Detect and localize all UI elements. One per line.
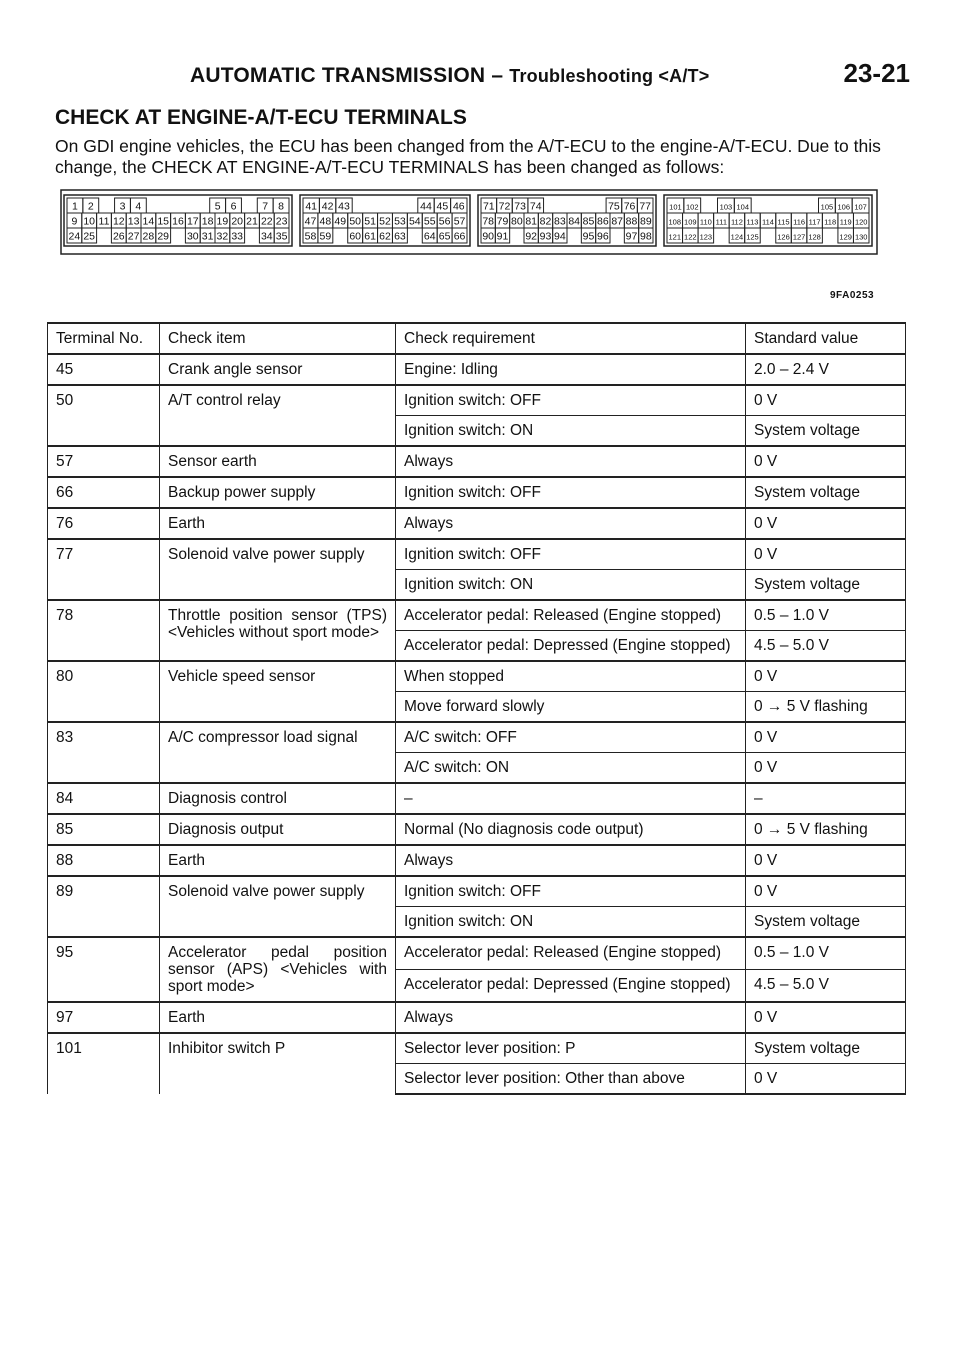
check-item: A/T control relay — [160, 385, 396, 446]
terminal-number: 95 — [48, 937, 160, 1002]
terminal-number: 97 — [48, 1002, 160, 1033]
check-requirement: Engine: Idling — [396, 354, 746, 385]
connector-svg — [60, 188, 878, 276]
connector-pin-number: 29 — [157, 230, 170, 243]
connector-pin-number: 19 — [216, 215, 229, 228]
connector-pin-number: 12 — [112, 215, 125, 228]
connector-pin-number: 126 — [777, 232, 790, 242]
table-row — [48, 783, 906, 814]
connector-pin-number: 10 — [83, 215, 96, 228]
standard-value: 0 → 5 V flashing — [746, 814, 906, 845]
check-item: Accelerator pedal position sensor (APS) <Vehicles with sport mode> — [160, 937, 396, 1002]
connector-pin-number: 105 — [820, 202, 834, 212]
connector-pin-number: 21 — [246, 215, 258, 228]
check-item: Solenoid valve power supply — [160, 539, 396, 600]
connector-pin-number: 53 — [394, 215, 406, 228]
standard-value: 0 V — [746, 661, 906, 692]
connector-pin-number: 18 — [201, 215, 214, 228]
check-item: Sensor earth — [160, 446, 396, 477]
connector-pin-number: 109 — [684, 217, 697, 227]
standard-value: 0.5 – 1.0 V — [746, 600, 906, 631]
standard-value: – — [746, 783, 906, 814]
connector-pin-number: 66 — [453, 230, 466, 243]
header-check-requirement: Check requirement — [396, 323, 746, 354]
header-subtitle: Troubleshooting <A/T> — [509, 66, 710, 86]
connector-pin-number: 4 — [135, 200, 142, 213]
standard-value: 0 V — [746, 539, 906, 570]
connector-pin-number: 119 — [839, 217, 852, 227]
connector-pin-number: 28 — [142, 230, 155, 243]
terminal-number: 78 — [48, 600, 160, 661]
connector-pin-number: 31 — [201, 230, 214, 243]
connector-pin-number: 20 — [231, 215, 244, 228]
connector-pin-number: 41 — [305, 200, 318, 213]
check-requirement: Always — [396, 1002, 746, 1033]
header-check-item: Check item — [160, 323, 396, 354]
connector-pin-number: 22 — [260, 215, 273, 228]
connector-pin-number: 52 — [379, 215, 391, 228]
connector-pin-number: 112 — [730, 217, 743, 227]
connector-pin-number: 78 — [482, 215, 495, 228]
table-row — [48, 446, 906, 477]
standard-value: System voltage — [746, 570, 906, 601]
terminal-number: 85 — [48, 814, 160, 845]
connector-pin-number: 42 — [321, 200, 334, 213]
connector-pin-number: 50 — [349, 215, 362, 228]
check-item: Diagnosis output — [160, 814, 396, 845]
page-header — [190, 58, 910, 89]
standard-value: 0 V — [746, 845, 906, 876]
connector-pin-number: 96 — [596, 230, 609, 243]
connector-pin-number: 16 — [172, 215, 184, 228]
connector-pin-number: 13 — [127, 215, 140, 228]
standard-value: 0 → 5 V flashing — [746, 692, 906, 723]
standard-value: 0.5 – 1.0 V — [746, 937, 906, 970]
connector-pin-number: 87 — [611, 215, 624, 228]
check-requirement: A/C switch: OFF — [396, 722, 746, 753]
check-requirement: Ignition switch: ON — [396, 907, 746, 938]
standard-value: 0 V — [746, 446, 906, 477]
connector-pin-number: 73 — [514, 200, 526, 213]
connector-pin-number: 125 — [746, 232, 759, 242]
table-row — [48, 876, 906, 907]
table-row — [48, 600, 906, 631]
table-row — [48, 661, 906, 692]
connector-pin-number: 120 — [854, 217, 868, 227]
check-item: Vehicle speed sensor — [160, 661, 396, 722]
connector-pin-number: 103 — [719, 202, 733, 212]
standard-value: 4.5 – 5.0 V — [746, 970, 906, 1003]
connector-pin-number: 122 — [684, 232, 697, 242]
check-requirement: Accelerator pedal: Released (Engine stopped) — [396, 937, 746, 970]
table-header-row — [48, 323, 906, 354]
connector-pin-number: 118 — [824, 217, 837, 227]
terminal-number: 88 — [48, 845, 160, 876]
connector-pin-number: 33 — [231, 230, 244, 243]
connector-pin-number: 114 — [762, 217, 774, 227]
connector-pin-number: 94 — [553, 230, 566, 243]
connector-pin-number: 25 — [83, 230, 96, 243]
connector-pin-number: 111 — [715, 217, 728, 227]
connector-pin-number: 128 — [808, 232, 821, 242]
standard-value: 4.5 – 5.0 V — [746, 631, 906, 662]
terminal-number: 101 — [48, 1033, 160, 1094]
check-requirement: Always — [396, 845, 746, 876]
connector-pin-number: 110 — [699, 217, 712, 227]
connector-pin-number: 27 — [127, 230, 140, 243]
page-number: 23-21 — [843, 58, 910, 88]
connector-pin-number: 17 — [186, 215, 199, 228]
standard-value: 0 V — [746, 753, 906, 784]
connector-pin-number: 115 — [777, 217, 790, 227]
standard-value: System voltage — [746, 477, 906, 508]
connector-pin-number: 32 — [216, 230, 229, 243]
standard-value: System voltage — [746, 416, 906, 447]
table-row — [48, 722, 906, 753]
table-row — [48, 1002, 906, 1033]
terminal-number: 57 — [48, 446, 160, 477]
check-item: Inhibitor switch P — [160, 1033, 396, 1094]
standard-value: System voltage — [746, 1033, 906, 1064]
connector-pin-number: 60 — [349, 230, 362, 243]
check-requirement: Ignition switch: ON — [396, 416, 746, 447]
check-requirement: Ignition switch: OFF — [396, 477, 746, 508]
connector-pin-number: 62 — [379, 230, 391, 243]
table-row — [48, 539, 906, 570]
check-requirement: Ignition switch: OFF — [396, 539, 746, 570]
connector-pin-number: 3 — [119, 200, 126, 213]
table-row — [48, 937, 906, 970]
connector-pin-number: 117 — [808, 217, 821, 227]
table-body — [48, 323, 906, 1094]
check-item: Throttle position sensor (TPS) <Vehicles without sport mode> — [160, 600, 396, 661]
connector-pin-number: 11 — [98, 215, 110, 228]
header-standard-value: Standard value — [746, 323, 906, 354]
connector-pin-number: 107 — [854, 202, 867, 212]
connector-pin-number: 24 — [68, 230, 81, 243]
connector-pin-number: 84 — [568, 215, 581, 228]
connector-pin-number: 64 — [423, 230, 436, 243]
check-requirement: Accelerator pedal: Released (Engine stopped) — [396, 600, 746, 631]
connector-pin-number: 55 — [423, 215, 436, 228]
connector-pin-number: 45 — [436, 200, 449, 213]
check-requirement: Ignition switch: OFF — [396, 385, 746, 416]
connector-pin-number: 85 — [582, 215, 595, 228]
connector-pin-number: 108 — [668, 217, 682, 227]
connector-pin-number: 30 — [186, 230, 199, 243]
connector-pin-number: 61 — [364, 230, 376, 243]
connector-pin-number: 1 — [72, 200, 78, 213]
standard-value: 0 V — [746, 1064, 906, 1095]
header-title — [190, 64, 709, 88]
connector-pin-number: 6 — [230, 200, 237, 213]
connector-pin-number: 129 — [839, 232, 852, 242]
connector-pin-number: 2 — [87, 200, 94, 213]
connector-pin-number: 130 — [854, 232, 868, 242]
connector-pin-number: 127 — [792, 232, 806, 242]
table-row — [48, 354, 906, 385]
connector-pin-number: 49 — [334, 215, 347, 228]
check-requirement: Normal (No diagnosis code output) — [396, 814, 746, 845]
connector-pin-number: 54 — [408, 215, 421, 228]
check-item: Earth — [160, 508, 396, 539]
terminal-number: 84 — [48, 783, 160, 814]
terminal-number: 50 — [48, 385, 160, 446]
connector-pin-number: 15 — [157, 215, 170, 228]
table-row — [48, 385, 906, 416]
connector-pin-number: 92 — [525, 230, 538, 243]
check-requirement: Always — [396, 508, 746, 539]
check-requirement: A/C switch: ON — [396, 753, 746, 784]
connector-pin-number: 104 — [736, 202, 750, 212]
terminal-number: 80 — [48, 661, 160, 722]
check-requirement: Accelerator pedal: Depressed (Engine stopped) — [396, 631, 746, 662]
terminal-check-table — [47, 322, 906, 1095]
header-dash: – — [485, 64, 510, 87]
connector-pin-number: 59 — [319, 230, 332, 243]
connector-pin-number: 123 — [699, 232, 713, 242]
terminal-number: 83 — [48, 722, 160, 783]
table-row — [48, 845, 906, 876]
check-item: Earth — [160, 845, 396, 876]
connector-pin-number: 90 — [482, 230, 495, 243]
check-requirement: When stopped — [396, 661, 746, 692]
connector-pin-number: 14 — [142, 215, 155, 228]
connector-pin-number: 74 — [529, 200, 542, 213]
table-row — [48, 508, 906, 539]
connector-pin-number: 75 — [608, 200, 620, 213]
connector-pin-number: 63 — [394, 230, 406, 243]
header-main-title: AUTOMATIC TRANSMISSION — [190, 64, 486, 87]
connector-pin-number: 88 — [625, 215, 638, 228]
connector-pin-number: 113 — [746, 217, 759, 227]
table-row — [48, 1033, 906, 1064]
check-requirement: – — [396, 783, 746, 814]
connector-pin-number: 83 — [553, 215, 566, 228]
connector-pin-number: 71 — [482, 200, 495, 213]
check-item: A/C compressor load signal — [160, 722, 396, 783]
terminal-number: 66 — [48, 477, 160, 508]
connector-pin-number: 116 — [793, 217, 806, 227]
connector-pin-number: 46 — [452, 200, 465, 213]
standard-value: 0 V — [746, 722, 906, 753]
terminal-number: 76 — [48, 508, 160, 539]
connector-pin-number: 101 — [669, 202, 682, 212]
connector-pin-number: 35 — [275, 230, 288, 243]
connector-pin-number: 47 — [304, 215, 317, 228]
connector-pin-number: 121 — [668, 232, 682, 242]
connector-pin-number: 79 — [496, 215, 509, 228]
connector-pin-number: 26 — [112, 230, 125, 243]
standard-value: 0 V — [746, 876, 906, 907]
connector-pin-number: 77 — [639, 200, 652, 213]
figure-code: 9FA0253 — [830, 290, 875, 301]
connector-pin-number: 97 — [625, 230, 638, 243]
standard-value: 0 V — [746, 1002, 906, 1033]
check-item: Diagnosis control — [160, 783, 396, 814]
connector-pin-number: 98 — [639, 230, 652, 243]
connector-pin-number: 65 — [438, 230, 451, 243]
check-requirement: Accelerator pedal: Depressed (Engine stopped) — [396, 970, 746, 1003]
connector-pin-number: 124 — [730, 232, 744, 242]
check-requirement: Ignition switch: OFF — [396, 876, 746, 907]
connector-pin-number: 56 — [438, 215, 451, 228]
check-item: Earth — [160, 1002, 396, 1033]
connector-pin-number: 51 — [364, 215, 376, 228]
header-terminal: Terminal No. — [48, 323, 160, 354]
connector-pin-number: 8 — [278, 200, 284, 213]
connector-pin-number: 5 — [214, 200, 221, 213]
connector-pin-number: 80 — [510, 215, 523, 228]
terminal-number: 45 — [48, 354, 160, 385]
standard-value: 2.0 – 2.4 V — [746, 354, 906, 385]
connector-pin-number: 58 — [304, 230, 317, 243]
connector-pin-number: 44 — [420, 200, 432, 213]
table-row — [48, 814, 906, 845]
connector-pin-number: 76 — [623, 200, 636, 213]
connector-pin-number: 106 — [837, 202, 851, 212]
check-requirement: Selector lever position: Other than above — [396, 1064, 746, 1095]
connector-pin-number: 82 — [539, 215, 552, 228]
check-item: Solenoid valve power supply — [160, 876, 396, 937]
connector-pin-number: 34 — [260, 230, 273, 243]
connector-diagram — [60, 188, 878, 276]
connector-pin-number: 48 — [319, 215, 332, 228]
standard-value: 0 V — [746, 385, 906, 416]
connector-pin-number: 23 — [275, 215, 288, 228]
intro-paragraph: On GDI engine vehicles, the ECU has been changed from the A/T-ECU to the engine-A/T-ECU. Due to this change, the CHECK AT ENGINE-A/T-ECU TERMINALS has been changed as follows: — [55, 136, 881, 177]
connector-pin-number: 43 — [338, 200, 350, 213]
connector-pin-number: 102 — [685, 202, 699, 212]
check-requirement: Selector lever position: P — [396, 1033, 746, 1064]
standard-value: System voltage — [746, 907, 906, 938]
check-item: Backup power supply — [160, 477, 396, 508]
connector-pin-number: 95 — [582, 230, 595, 243]
connector-pin-number: 93 — [539, 230, 552, 243]
terminal-number: 89 — [48, 876, 160, 937]
check-requirement: Move forward slowly — [396, 692, 746, 723]
connector-pin-number: 89 — [639, 215, 652, 228]
connector-pin-number: 57 — [453, 215, 466, 228]
table-row — [48, 477, 906, 508]
standard-value: 0 V — [746, 508, 906, 539]
check-requirement: Ignition switch: ON — [396, 570, 746, 601]
connector-pin-number: 86 — [596, 215, 609, 228]
check-requirement: Always — [396, 446, 746, 477]
section-title: CHECK AT ENGINE-A/T-ECU TERMINALS — [55, 106, 467, 129]
connector-pin-number: 81 — [525, 215, 538, 228]
connector-pin-number: 7 — [262, 200, 269, 213]
terminal-number: 77 — [48, 539, 160, 600]
connector-pin-number: 72 — [498, 200, 511, 213]
connector-pin-number: 91 — [496, 230, 509, 243]
connector-pin-number: 9 — [71, 215, 78, 228]
check-item: Crank angle sensor — [160, 354, 396, 385]
